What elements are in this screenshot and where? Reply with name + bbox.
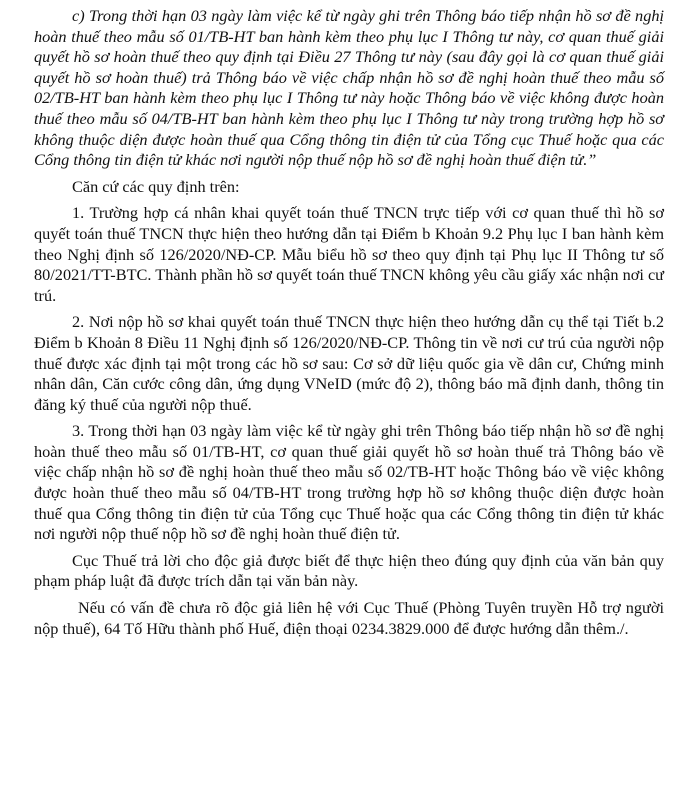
basis-intro-paragraph: Căn cứ các quy định trên: <box>72 176 240 196</box>
quoted-regulation-paragraph: c) Trong thời hạn 03 ngày làm việc kể từ ngày ghi trên Thông báo tiếp nhận hồ sơ đề nghị hoàn thuế theo mẫu số 01/TB-HT ban hành kèm theo phụ lục I Thông tư này, cơ quan thuế giải quyết hồ sơ hoàn thuế theo quy định tại Điều 27 Thông tư này (sau đây gọi là cơ quan thuế giải quyết hồ sơ hoàn thuế) trả Thông báo về việc chấp nhận hồ sơ đề nghị hoàn thuế theo mẫu số 02/TB-HT ban hành kèm theo phụ lục I Thông tư này hoặc Thông báo về việc không được hoàn thuế theo mẫu số 04/TB-HT ban hành kèm theo phụ lục I Thông tư này trong trường hợp hồ sơ không thuộc diện được hoàn thuế qua Cổng thông tin điện tử của Tổng cục Thuế hoặc qua các Cổng thông tin điện tử khác nơi người nộp thuế nộp hồ sơ đề nghị hoàn thuế điện tử.” <box>34 6 664 170</box>
point-2-paragraph: 2. Nơi nộp hồ sơ khai quyết toán thuế TNCN thực hiện theo hướng dẫn cụ thể tại Tiết b.2 Điểm b Khoản 8 Điều 11 Nghị định số 126/2020/NĐ-CP. Thông tin về nơi cư trú của người nộp thuế được xác định tại một trong các hồ sơ sau: Cơ sở dữ liệu quốc gia về dân cư, Chứng minh nhân dân, Căn cước công dân, ứng dụng VNeID (mức độ 2), thông báo mã định danh, thông tin đăng ký thuế của người nộp thuế. <box>34 312 664 414</box>
point-1-paragraph: 1. Trường hợp cá nhân khai quyết toán thuế TNCN trực tiếp với cơ quan thuế thì hồ sơ quyết toán thuế TNCN thực hiện theo hướng dẫn tại Điểm b Khoản 9.2 Phụ lục I ban hành kèm theo Nghị định số 126/2020/NĐ-CP. Mẫu biểu hồ sơ theo quy định tại Phụ lục II Thông tư số 80/2021/TT-BTC. Thành phần hồ sơ quyết toán thuế TNCN không yêu cầu giấy xác nhận nơi cư trú. <box>34 203 664 305</box>
conclusion-paragraph: Cục Thuế trả lời cho độc giả được biết để thực hiện theo đúng quy định của văn bản quy phạm pháp luật đã được trích dẫn tại văn bản này. <box>34 550 664 591</box>
point-3-paragraph: 3. Trong thời hạn 03 ngày làm việc kể từ ngày ghi trên Thông báo tiếp nhận hồ sơ đề nghị hoàn thuế theo mẫu số 01/TB-HT, cơ quan thuế giải quyết hồ sơ hoàn thuế trả Thông báo về việc chấp nhận hồ sơ đề nghị hoàn thuế theo mẫu số 02/TB-HT hoặc Thông báo về việc không được hoàn thuế theo mẫu số 04/TB-HT trong trường hợp hồ sơ không thuộc diện được hoàn thuế qua Cổng thông tin điện tử của Tổng cục Thuế hoặc qua các Cổng thông tin điện tử khác nơi người nộp thuế nộp hồ sơ đề nghị hoàn thuế điện tử. <box>34 421 664 544</box>
document-page <box>34 6 664 639</box>
contact-paragraph: Nếu có vấn đề chưa rõ độc giả liên hệ với Cục Thuế (Phòng Tuyên truyền Hỗ trợ người nộp thuế), 64 Tố Hữu thành phố Huế, điện thoại 0234.3829.000 để được hướng dẫn thêm./. <box>34 598 664 638</box>
